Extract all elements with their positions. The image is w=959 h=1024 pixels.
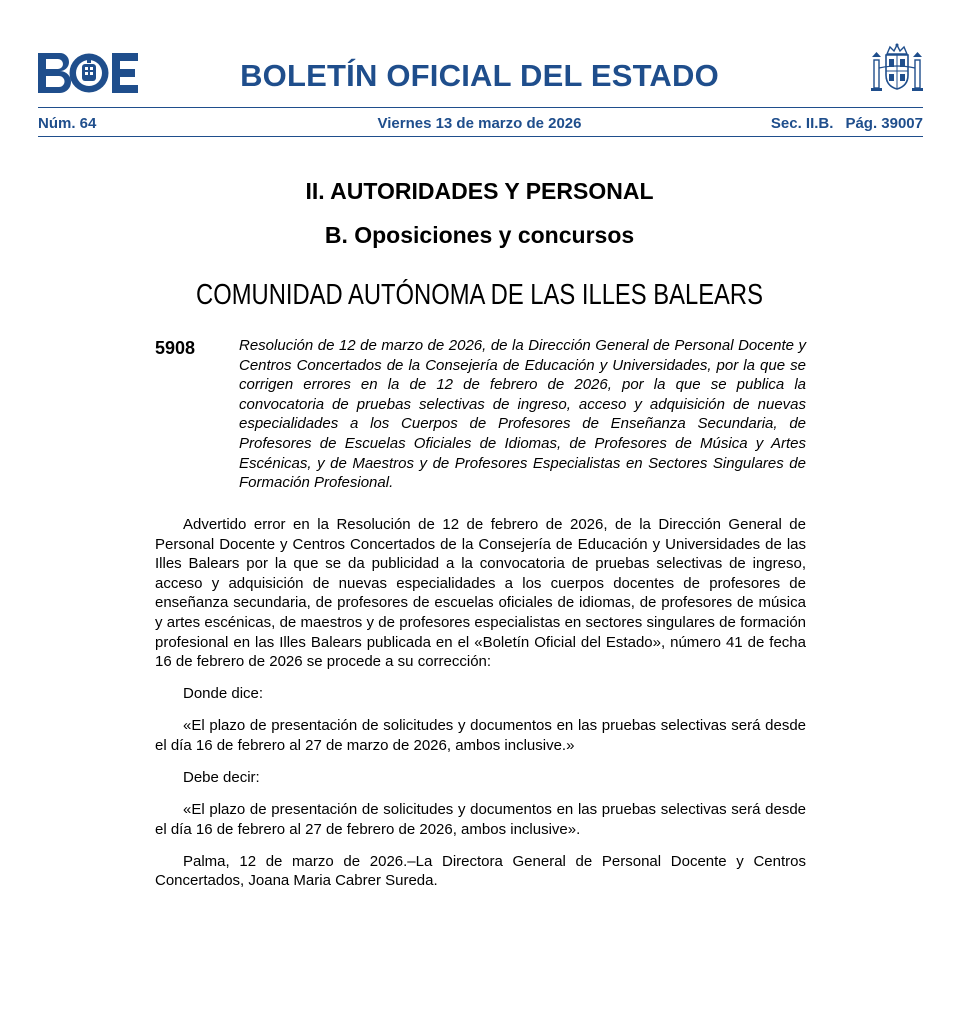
coat-of-arms-icon: [870, 42, 924, 98]
entry-summary: Resolución de 12 de marzo de 2026, de la Dirección General de Personal Docente y Centros Concertados de la Consejería de Educación y Universidades, por la que se corrigen errores en la de 12 de febrero de 2026, por la que se publica la convocatoria de pruebas selectivas de ingreso, acceso y adquisición de nuevas especialidades a los Cuerpos de Profesores de Enseñanza Secundaria, de Profesores de Escuelas Oficiales de Idiomas, de Profesores de Música y Artes Escénicas, y de Maestros y de Profesores Especialistas en Sectores Singulares de Formación Profesional.: [239, 337, 806, 492]
subsection-title: B. Oposiciones y concursos: [324, 222, 635, 248]
body-text: [155, 515, 806, 904]
paragraph-corrected-text: «El plazo de presentación de solicitudes y documentos en las pruebas selectivas será desde el día 16 de febrero al 27 de febrero de 2026, ambos inclusive».: [155, 801, 806, 838]
section-label: Sec. II.B.: [770, 115, 834, 132]
header-rule-top: [38, 107, 923, 108]
header-rule-bottom: [38, 136, 923, 137]
paragraph-donde-dice: Donde dice:: [183, 685, 264, 703]
paragraph-intro: Advertido error en la Resolución de 12 de febrero de 2026, de la Dirección General de Personal Docente y Centros Concertados de la Consejería de Educación y Universidades de las Illes Balears por la que se da publicidad a la convocatoria de pruebas selectivas de ingreso, acceso y adquisición de nuevas especialidades a los cuerpos docentes de profesores de enseñanza secundaria, de profesores de escuelas oficiales de idiomas, de profesores de música y artes escénicas, de maestros y de profesores especialistas en sectores singulares de formación profesional en las Illes Balears publicada en el «Boletín Oficial del Estado», número 41 de fecha 16 de febrero de 2026 se procede a su corrección:: [155, 516, 806, 671]
page-label: Pág. 39007: [845, 115, 923, 132]
issue-date: Viernes 13 de marzo de 2026: [377, 115, 582, 132]
section-title: II. AUTORIDADES Y PERSONAL: [305, 178, 654, 204]
paragraph-debe-decir: Debe decir:: [183, 769, 260, 787]
paragraph-original-text: «El plazo de presentación de solicitudes y documentos en las pruebas selectivas será desde el día 16 de febrero al 27 de marzo de 2026, ambos inclusive.»: [155, 717, 806, 754]
issue-number: Núm. 64: [38, 115, 97, 132]
page-title: BOLETÍN OFICIAL DEL ESTADO: [240, 58, 719, 93]
section-page: [771, 115, 923, 132]
entry-number: 5908: [155, 338, 196, 358]
paragraph-signature: Palma, 12 de marzo de 2026.–La Directora General de Personal Docente y Centros Concertados, Joana Maria Cabrer Sureda.: [155, 852, 806, 890]
community-heading: COMUNIDAD AUTÓNOMA DE LAS ILLES BALEARS: [196, 279, 763, 311]
